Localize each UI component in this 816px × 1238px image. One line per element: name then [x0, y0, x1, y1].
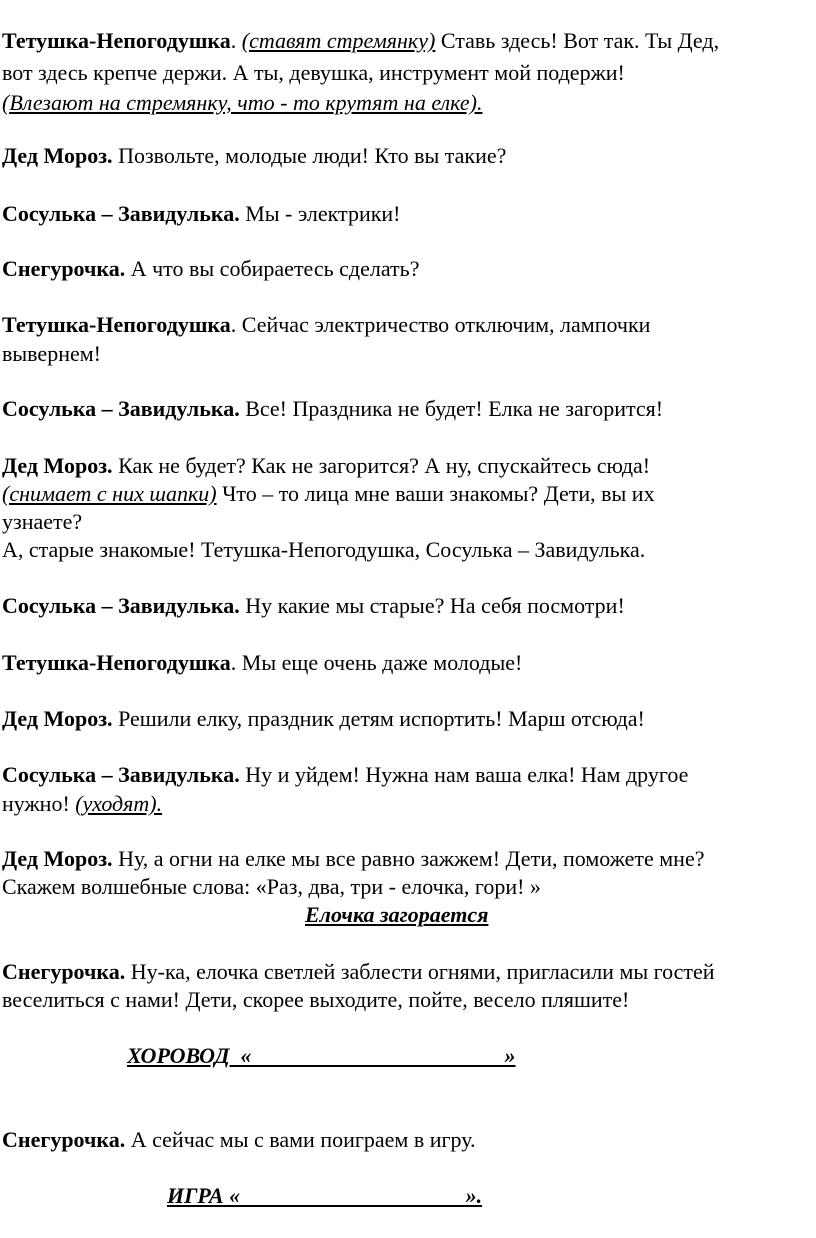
stage-direction: (снимает с них шапки)	[2, 481, 217, 506]
stage-direction: (Влезают на стремянку, что - то крутят на елке).	[2, 90, 483, 115]
line-9	[2, 396, 663, 422]
text: А сейчас мы с вами поиграем в игру.	[125, 1127, 476, 1152]
line-2	[2, 60, 625, 86]
speaker-name: Тетушка-Непогодушка	[2, 312, 231, 337]
line-3	[2, 90, 482, 116]
text: А что вы собираетесь сделать?	[125, 256, 420, 281]
line-22	[2, 959, 715, 985]
line-10	[2, 453, 650, 479]
line-12	[2, 509, 82, 535]
speaker-name: Дед Мороз.	[2, 846, 113, 871]
speaker-name: Снегурочка.	[2, 1127, 126, 1152]
line-8	[2, 341, 101, 367]
text: веселиться с нами! Дети, скорее выходите, пойте, весело пляшите!	[2, 987, 630, 1012]
text: нужно!	[2, 791, 76, 816]
line-17	[2, 762, 688, 788]
stage-direction: (уходят).	[75, 791, 163, 816]
text: вот здесь крепче держи. А ты, девушка, инструмент мой подержи!	[2, 60, 625, 85]
line-16	[2, 706, 645, 732]
text: Ну, а огни на елке мы все равно зажжем! Дети, поможете мне?	[112, 846, 705, 871]
text: Скажем волшебные слова: «Раз, два, три - елочка, гори! »	[2, 874, 541, 899]
line-7	[2, 312, 650, 338]
text: . Сейчас электричество отключим, лампочки	[230, 312, 651, 337]
line-26	[167, 1183, 482, 1209]
text: Что – то лица мне ваши знакомы? Дети, вы их	[216, 481, 655, 506]
text: Как не будет? Как не загорится? А ну, спускайтесь сюда!	[112, 453, 651, 478]
text: . Мы еще очень даже молодые!	[230, 650, 523, 675]
speaker-name: Дед Мороз.	[2, 453, 113, 478]
speaker-name: Сосулька – Завидулька.	[2, 762, 240, 787]
text: Решили елку, праздник детям испортить! Марш отсюда!	[112, 706, 645, 731]
text: Ну-ка, елочка светлей заблести огнями, пригласили мы гостей	[125, 959, 715, 984]
line-5	[2, 201, 401, 227]
game-heading: ИГРА « ».	[167, 1183, 483, 1208]
line-24	[127, 1043, 516, 1069]
line-15	[2, 650, 522, 676]
dance-heading: ХОРОВОД « »	[127, 1043, 516, 1068]
text: Ну какие мы старые? На себя посмотри!	[239, 593, 625, 618]
text: Позвольте, молодые люди! Кто вы такие?	[112, 143, 507, 168]
stage-direction: (ставят стремянку)	[241, 28, 436, 53]
stage-heading: Елочка загорается	[305, 902, 489, 927]
text: вывернем!	[2, 341, 101, 366]
line-21	[305, 902, 488, 928]
line-19	[2, 846, 704, 872]
line-14	[2, 593, 625, 619]
speaker-name: Снегурочка.	[2, 256, 126, 281]
text: А, старые знакомые! Тетушка-Непогодушка, Сосулька – Завидулька.	[2, 537, 646, 562]
text: .	[230, 28, 242, 53]
line-4	[2, 143, 506, 169]
line-11	[2, 481, 655, 507]
line-18	[2, 791, 162, 817]
speaker-name: Дед Мороз.	[2, 706, 113, 731]
speaker-name: Сосулька – Завидулька.	[2, 396, 240, 421]
speaker-name: Сосулька – Завидулька.	[2, 593, 240, 618]
speaker-name: Сосулька – Завидулька.	[2, 201, 240, 226]
speaker-name: Тетушка-Непогодушка	[2, 28, 231, 53]
line-1	[2, 28, 719, 54]
speaker-name: Дед Мороз.	[2, 143, 113, 168]
text: узнаете?	[2, 509, 83, 534]
text: Ставь здесь! Вот так. Ты Дед,	[435, 28, 720, 53]
speaker-name: Снегурочка.	[2, 959, 126, 984]
line-13	[2, 537, 645, 563]
text: Мы - электрики!	[239, 201, 401, 226]
text: Ну и уйдем! Нужна нам ваша елка! Нам другое	[239, 762, 689, 787]
line-6	[2, 256, 419, 282]
text: Все! Праздника не будет! Елка не загорится!	[239, 396, 664, 421]
line-25	[2, 1127, 476, 1153]
speaker-name: Тетушка-Непогодушка	[2, 650, 231, 675]
line-20	[2, 874, 541, 900]
line-23	[2, 987, 629, 1013]
